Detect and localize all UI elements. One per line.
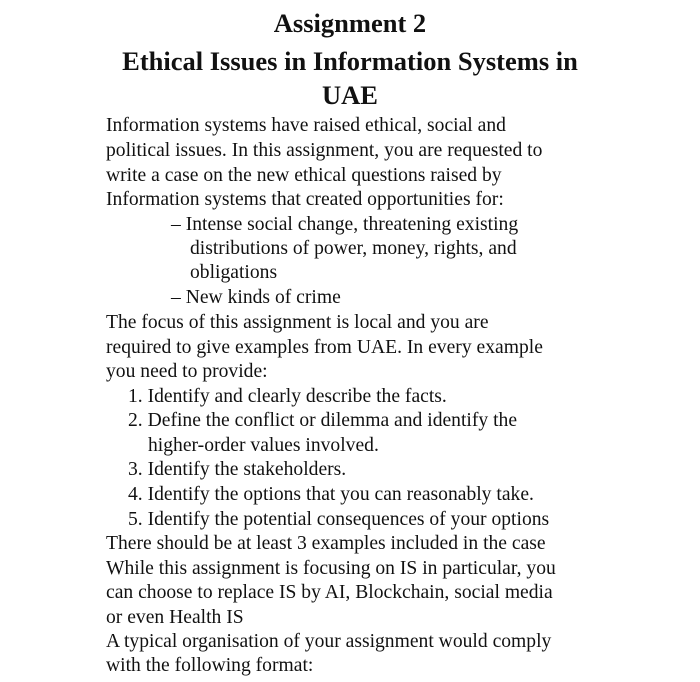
closing-line: A typical organisation of your assignment would comply	[106, 631, 552, 652]
step-item: 2. Define the conflict or dilemma and identify the	[128, 410, 518, 431]
step-item-continued: higher-order values involved.	[148, 435, 379, 456]
closing-line: While this assignment is focusing on IS in particular, you	[106, 558, 556, 579]
step-item: 4. Identify the options that you can reasonably take.	[128, 484, 534, 505]
bullet-item-continued: distributions of power, money, rights, and	[190, 238, 517, 259]
focus-line: The focus of this assignment is local and you are	[106, 312, 489, 333]
assignment-subtitle-line1: Ethical Issues in Information Systems in	[122, 46, 578, 76]
step-item: 1. Identify and clearly describe the facts.	[128, 386, 447, 407]
assignment-title: Assignment 2	[273, 8, 427, 38]
focus-line: required to give examples from UAE. In every example	[106, 337, 543, 358]
intro-line: political issues. In this assignment, you are requested to	[106, 140, 543, 161]
bullet-item: – New kinds of crime	[171, 287, 341, 308]
intro-line: write a case on the new ethical questions raised by	[106, 165, 502, 186]
closing-line: or even Health IS	[106, 607, 244, 628]
intro-line: Information systems that created opportunities for:	[106, 189, 504, 210]
step-item: 3. Identify the stakeholders.	[128, 459, 347, 480]
bullet-item: – Intense social change, threatening existing	[171, 214, 519, 235]
focus-line: you need to provide:	[106, 361, 268, 382]
intro-line: Information systems have raised ethical, social and	[106, 115, 506, 136]
closing-line: with the following format:	[106, 655, 314, 676]
assignment-subtitle-line2: UAE	[322, 80, 378, 110]
closing-line: There should be at least 3 examples included in the case	[106, 533, 546, 554]
step-item: 5. Identify the potential consequences of your options	[128, 509, 550, 530]
closing-line: can choose to replace IS by AI, Blockchain, social media	[106, 582, 553, 603]
bullet-item-continued: obligations	[190, 262, 278, 283]
